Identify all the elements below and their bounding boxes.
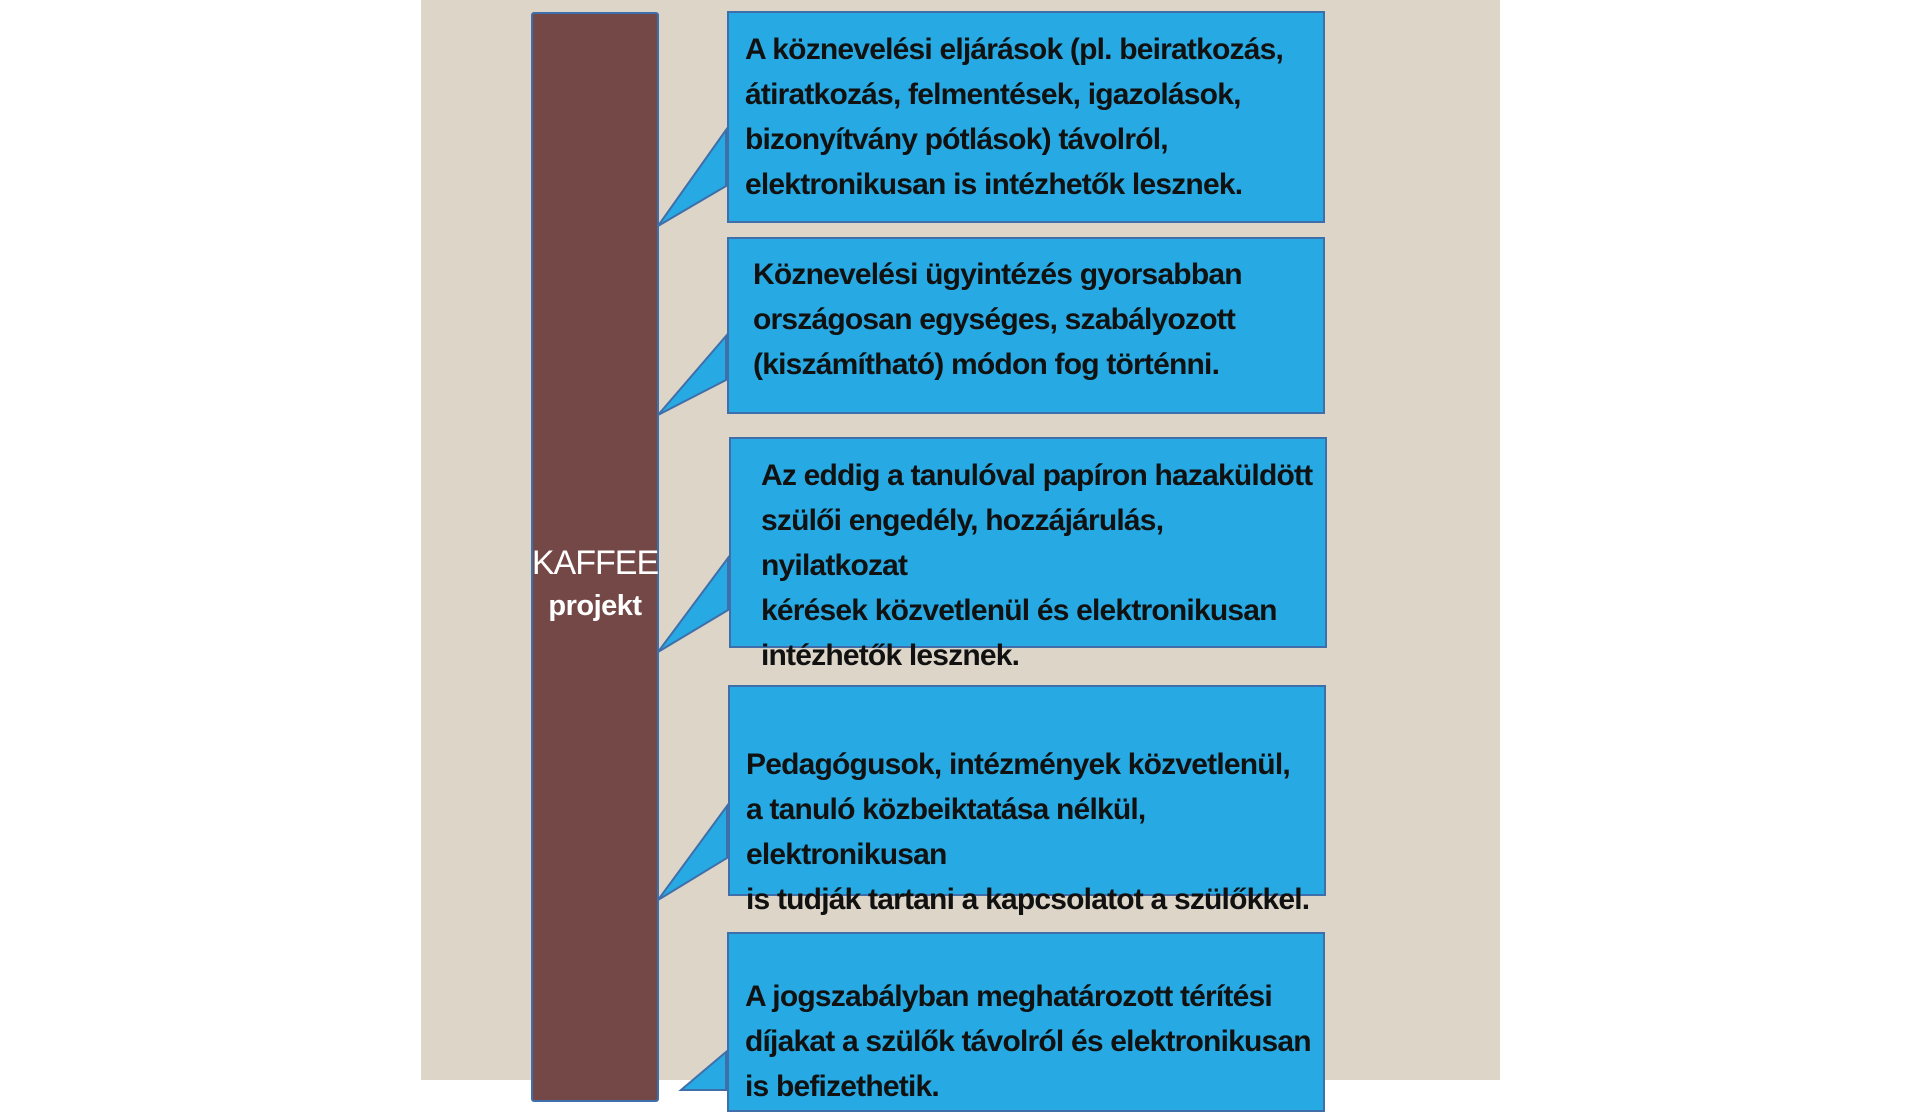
callout-box-5: A jogszabályban meghatározott térítési díjakat a szülők távolról és elektronikusan is befizethetik. xyxy=(727,932,1325,1112)
bar-subtitle: projekt xyxy=(548,590,642,622)
callout-box-3: Az eddig a tanulóval papíron hazaküldött szülői engedély, hozzájárulás, nyilatkozat kérések közvetlenül és elektronikusan intézhetők lesznek. xyxy=(729,437,1327,648)
slide xyxy=(421,0,1500,1103)
callout-pointer-3 xyxy=(658,558,728,652)
callout-box-2: Köznevelési ügyintézés gyorsabban országosan egységes, szabályozott (kiszámítható) módon fog történni. xyxy=(727,237,1325,414)
callout-box-1: A köznevelési eljárások (pl. beiratkozás, átiratkozás, felmentések, igazolások, bizonyítvány pótlások) távolról, elektronikusan is intézhetők lesznek. xyxy=(727,11,1325,223)
callout-pointer-4 xyxy=(658,806,727,900)
callout-box-4: Pedagógusok, intézmények közvetlenül, a tanuló közbeiktatása nélkül, elektronikusan is tudják tartani a kapcsolatot a szülőkkel. xyxy=(728,685,1326,896)
callout-pointer-1 xyxy=(658,130,726,226)
bar-title: KAFFEE xyxy=(531,544,659,582)
callout-pointer-5 xyxy=(681,1052,726,1090)
callout-pointer-2 xyxy=(658,336,726,415)
